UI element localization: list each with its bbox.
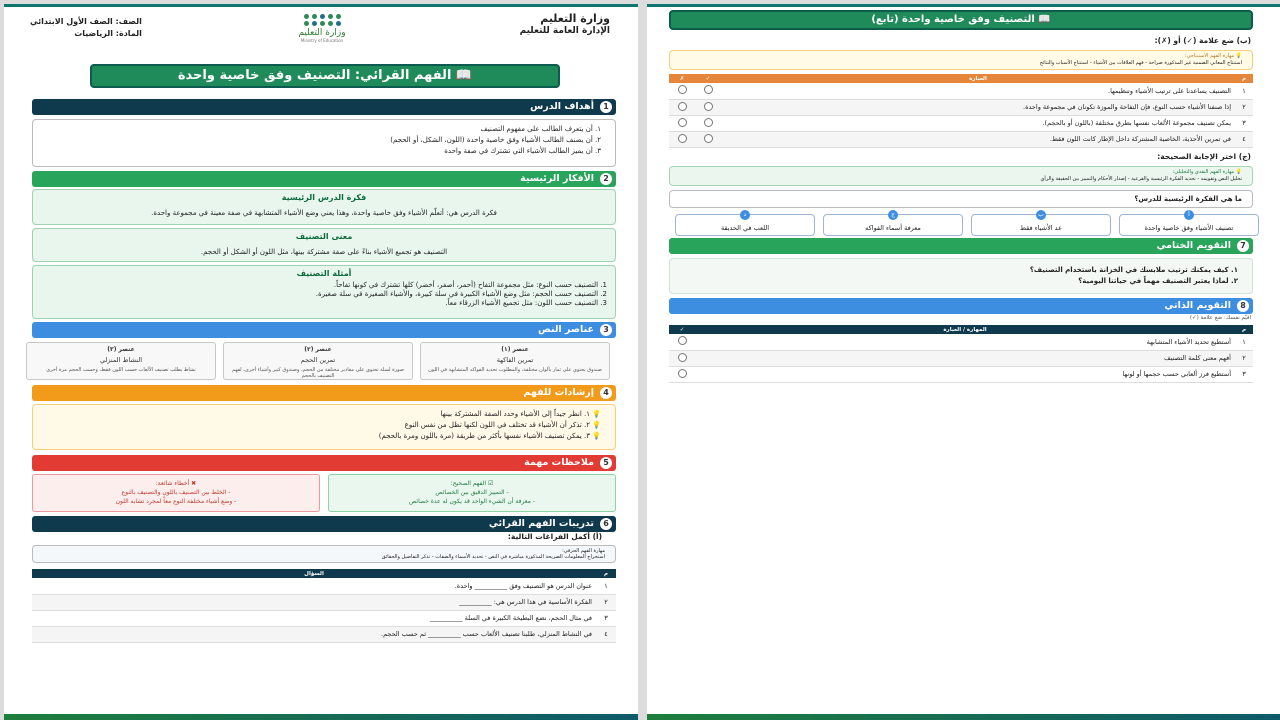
table-row xyxy=(669,366,1253,382)
false-radio[interactable] xyxy=(678,102,687,111)
part-b-heading: (ب) ضع علامة (✓) أو (✗): xyxy=(1154,36,1251,45)
logo-text: وزارة التعليم xyxy=(298,28,346,38)
top-stripe xyxy=(4,4,638,7)
check-cell xyxy=(669,366,695,382)
check-radio[interactable] xyxy=(678,336,687,345)
final-question: ٢. لماذا يعتبر التصنيف مهماً في حياتنا اليومية؟ xyxy=(1078,277,1238,285)
admin-name: الإدارة العامة للتعليم xyxy=(519,26,610,36)
true-radio[interactable] xyxy=(704,102,713,111)
true-radio[interactable] xyxy=(704,118,713,127)
section-text-elements xyxy=(32,322,616,338)
answer-cell xyxy=(695,131,721,147)
option-text: اللعب في الحديقة xyxy=(720,224,770,232)
answer-cell xyxy=(669,115,695,131)
final-question: ١. كيف يمكنك ترتيب ملابسك في الخزانة باستخدام التصنيف؟ xyxy=(1029,266,1238,274)
examples-card xyxy=(32,265,616,319)
answer-cell xyxy=(669,99,695,115)
main-idea-text: فكرة الدرس هي: أتعلّم الأشياء وفق خاصية واحدة، وهذا يعني وضع الأشياء المتشابهة في صفة معينة في مجموعة واحدة. xyxy=(151,209,497,217)
main-idea-card xyxy=(32,189,616,225)
section-number: 1 xyxy=(600,101,612,113)
row-number: ١ xyxy=(596,578,616,594)
objectives-box xyxy=(32,119,616,167)
section-objectives xyxy=(32,99,616,115)
mistake-item: - وضع أشياء مختلفة النوع معاً لمجرد تشابه اللون xyxy=(115,498,237,505)
option-letter: أ xyxy=(1184,210,1194,220)
ministry-logo xyxy=(282,12,362,54)
footer-stripe xyxy=(647,714,1280,720)
card-heading: عنصر (٢) xyxy=(304,346,332,353)
continued-title: 📖 التصنيف وفق خاصية واحدة (تابع) xyxy=(669,10,1253,30)
row-question: الفكرة الأساسية في هذا الدرس هي: __________ xyxy=(32,594,596,610)
mcq-question: ما هي الفكرة الرئيسية للدرس؟ xyxy=(669,190,1253,208)
col-number: م xyxy=(596,569,616,578)
option-text: تصنيف الأشياء وفق خاصية واحدة xyxy=(1144,224,1234,232)
col-number: م xyxy=(1235,74,1253,83)
row-number: ١ xyxy=(1235,83,1253,99)
col-number: م xyxy=(1235,325,1253,334)
answer-cell xyxy=(669,131,695,147)
table-row xyxy=(32,578,616,594)
false-radio[interactable] xyxy=(678,134,687,143)
objective-item: ١. أن يتعرف الطالب على مفهوم التصنيف xyxy=(480,125,601,133)
row-number: ٣ xyxy=(596,610,616,626)
fill-blanks-table xyxy=(32,569,616,643)
section-guidance xyxy=(32,385,616,401)
table-row xyxy=(669,83,1253,99)
table-row xyxy=(669,350,1253,366)
final-assessment-box xyxy=(669,258,1253,294)
skill-heading: 💡 مهارة الفهم الاستنتاجي: xyxy=(1184,53,1242,59)
row-number: ٤ xyxy=(1235,131,1253,147)
correct-item: - معرفة أن الشيء الواحد قد يكون له عدة خصائص xyxy=(409,498,535,505)
false-radio[interactable] xyxy=(678,118,687,127)
card-title: تمرين الحجم xyxy=(300,356,336,364)
literal-skill-box xyxy=(32,545,616,563)
mcq-option[interactable] xyxy=(675,211,815,236)
lesson-title: 📖 الفهم القرائي: التصنيف وفق خاصية واحدة xyxy=(90,64,560,88)
skill-heading: مهارة الفهم الحرفي: xyxy=(562,548,605,554)
check-radio[interactable] xyxy=(678,353,687,362)
section-notes xyxy=(32,455,616,471)
mcq-option[interactable] xyxy=(1119,211,1259,236)
examples-heading: أمثلة التصنيف xyxy=(296,269,352,278)
card-title: النشاط المنزلي xyxy=(99,356,143,364)
answer-cell xyxy=(695,83,721,99)
card-heading: عنصر (١) xyxy=(501,346,529,353)
skill-heading: 💡 مهارة الفهم النقدي والتحليلي: xyxy=(1172,169,1242,175)
check-radio[interactable] xyxy=(678,369,687,378)
option-letter: د xyxy=(740,210,750,220)
row-question: في مثال الحجم، نضع البطيخة الكبيرة في السلة __________ xyxy=(32,610,596,626)
section-number: 6 xyxy=(600,518,612,530)
row-number: ٢ xyxy=(1235,350,1253,366)
card-body: صندوق يحتوي على ثمار بألوان مختلفة، والمطلوب تحديد الفواكه المتشابهة في اللون xyxy=(428,367,602,373)
guidance-item: 💡 ١. انظر جيداً إلى الأشياء وحدد الصفة المشتركة بينها xyxy=(440,410,601,418)
answer-cell xyxy=(669,83,695,99)
table-row xyxy=(669,334,1253,350)
section-self-assessment xyxy=(669,298,1253,314)
worksheet-page-1 xyxy=(4,4,638,720)
correct-item: - التمييز الدقيق بين الخصائص xyxy=(435,489,509,496)
row-number: ٣ xyxy=(1235,366,1253,382)
objectives-list xyxy=(33,120,615,161)
card-body: نشاط يطلب تصنيف الألعاب حسب اللون فقط، وحسب الحجم مرة أخرى xyxy=(46,367,196,373)
row-number: ٢ xyxy=(596,594,616,610)
table-row xyxy=(32,610,616,626)
example-item: 1. التصنيف حسب النوع: مثل مجموعة التفاح (أحمر، أصفر، أخضر) كلها تشترك في كونها تفاحاً. xyxy=(333,281,607,289)
mcq-option[interactable] xyxy=(971,211,1111,236)
answer-cell xyxy=(695,99,721,115)
logo-dots-icon xyxy=(282,14,362,26)
element-card xyxy=(420,342,610,380)
row-question: في النشاط المنزلي، طلبنا تصنيف الألعاب حسب __________ ثم حسب الحجم. xyxy=(32,626,596,642)
option-letter: ب xyxy=(1036,210,1046,220)
page-header xyxy=(14,12,628,52)
objective-item: ٢. أن يصنف الطالب الأشياء وفق خاصية واحدة (اللون، الشكل، أو الحجم) xyxy=(390,136,601,144)
meaning-text: التصنيف هو تجميع الأشياء بناءً على صفة مشتركة بينها، مثل اللون أو الشكل أو الحجم. xyxy=(200,248,448,256)
true-false-table xyxy=(669,74,1253,148)
guidance-list xyxy=(33,405,615,446)
correct-list xyxy=(333,488,611,506)
skill-text: تحليل النص وتقويمه - تحديد الفكرة الرئيسية والفرعية - إصدار الأحكام والتمييز بين الحقيقة والرأي xyxy=(1040,176,1242,182)
section-number: 3 xyxy=(600,324,612,336)
section-number: 7 xyxy=(1237,240,1249,252)
meaning-card xyxy=(32,228,616,262)
subject-label: المادة: الرياضيات xyxy=(74,29,142,38)
col-skill: المهارة / العبارة xyxy=(695,325,1235,334)
col-true: ✓ xyxy=(695,74,721,83)
guidance-item: 💡 ٢. تذكر أن الأشياء قد تختلف في اللون لكنها تظل من نفس النوع xyxy=(404,421,601,429)
col-check: ✓ xyxy=(669,325,695,334)
section-label: تدريبات الفهم القرائي xyxy=(488,518,594,529)
row-statement: التصنيف يساعدنا على ترتيب الأشياء وتنظيمها. xyxy=(721,83,1235,99)
option-letter: ج xyxy=(888,210,898,220)
row-question: عنوان الدرس هو التصنيف وفق __________ واحدة. xyxy=(32,578,596,594)
mistake-item: - الخلط بين التصنيف باللون والتصنيف بالنوع xyxy=(121,489,231,496)
main-idea-heading: فكرة الدرس الرئيسية xyxy=(281,193,367,202)
check-cell xyxy=(669,334,695,350)
ministry-name: وزارة التعليم xyxy=(540,12,610,25)
table-row xyxy=(32,594,616,610)
answer-cell xyxy=(695,115,721,131)
check-cell xyxy=(669,350,695,366)
logo-subtext: Ministry of Education xyxy=(300,38,344,43)
element-card xyxy=(26,342,216,380)
true-radio[interactable] xyxy=(704,134,713,143)
col-question: السؤال xyxy=(32,569,596,578)
row-skill: أستطيع فرز ألعابي حسب حجمها أو لونها xyxy=(695,366,1235,382)
meaning-heading: معنى التصنيف xyxy=(295,232,353,241)
section-label: إرشادات للفهم xyxy=(523,387,594,398)
header-ministry xyxy=(520,12,610,38)
header-grade xyxy=(30,16,142,40)
row-number: ١ xyxy=(1235,334,1253,350)
section-label: الأفكار الرئيسية xyxy=(520,173,594,184)
skill-text: استنتاج المعاني الضمنية غير المذكورة صراحة - فهم العلاقات بين الأشياء - استنتاج الأسباب والنتائج xyxy=(1039,60,1242,66)
section-number: 8 xyxy=(1237,300,1249,312)
section-label: ملاحظات مهمة xyxy=(524,457,594,468)
element-card xyxy=(223,342,413,380)
correct-understanding-box xyxy=(328,474,616,512)
section-label: عناصر النص xyxy=(538,324,594,335)
inferential-skill-box xyxy=(669,50,1253,70)
row-skill: أستطيع تحديد الأشياء المتشابهة xyxy=(695,334,1235,350)
col-statement: العبارة xyxy=(721,74,1235,83)
row-number: ٤ xyxy=(596,626,616,642)
false-radio[interactable] xyxy=(678,85,687,94)
section-final-assessment xyxy=(669,238,1253,254)
row-skill: أفهم معنى كلمة التصنيف xyxy=(695,350,1235,366)
final-questions xyxy=(670,259,1252,291)
worksheet-page-2 xyxy=(647,4,1280,720)
guidance-box xyxy=(32,404,616,450)
table-row xyxy=(32,626,616,642)
common-mistakes-box xyxy=(32,474,320,512)
self-assessment-table xyxy=(669,325,1253,383)
guidance-item: 💡 ٣. يمكن تصنيف الأشياء نفسها بأكثر من طريقة (مرة باللون ومرة بالحجم) xyxy=(378,432,601,440)
footer-stripe xyxy=(4,714,638,720)
grade-label: الصف: الصف الأول الابتدائي xyxy=(30,17,142,26)
objective-item: ٣. أن يميز الطالب الأشياء التي تشترك في صفة واحدة xyxy=(444,147,601,155)
mistakes-list xyxy=(37,488,315,506)
card-body: صورة لسلة تحتوي على مقادير مختلفة من الحجم، وصندوق كبير وأشياء أخرى، لفهم التصنيف بالحجم xyxy=(232,367,404,379)
mistakes-heading: ✖ أخطاء شائعة: xyxy=(155,480,197,487)
table-row xyxy=(669,99,1253,115)
part-c-heading: (ج) اختر الإجابة الصحيحة: xyxy=(1157,152,1251,161)
section-number: 4 xyxy=(600,387,612,399)
row-statement: يمكن تصنيف مجموعة الألعاب نفسها بطرق مختلفة (باللون أو بالحجم). xyxy=(721,115,1235,131)
skill-text: استخراج المعلومات الصريحة المذكورة مباشرة في النص - تحديد الأسماء والصفات - تذكر التفاصيل والحقائق xyxy=(381,554,605,560)
row-statement: في تمرين الأحذية، الخاصية المشتركة داخل الإطار كانت اللون فقط. xyxy=(721,131,1235,147)
true-radio[interactable] xyxy=(704,85,713,94)
row-number: ٣ xyxy=(1235,115,1253,131)
correct-heading: ☑ الفهم الصحيح: xyxy=(450,480,494,487)
top-stripe xyxy=(647,4,1280,7)
table-row xyxy=(669,115,1253,131)
row-statement: إذا صنفنا الأشياء حسب النوع، فإن التفاحة والموزة تكونان في مجموعة واحدة. xyxy=(721,99,1235,115)
self-assessment-note: اقيّم نفسك: ضع علامة (✓) xyxy=(1189,315,1251,321)
option-text: معرفة أسماء الفواكه xyxy=(865,224,921,232)
critical-skill-box xyxy=(669,166,1253,186)
example-item: 3. التصنيف حسب اللون: مثل تجميع الأشياء الزرقاء معاً. xyxy=(445,299,607,307)
option-text: عد الأشياء فقط xyxy=(1020,224,1062,232)
mcq-option[interactable] xyxy=(823,211,963,236)
drill-part-a: (أ) أكمل الفراغات التالية: xyxy=(507,532,602,541)
col-false: ✗ xyxy=(669,74,695,83)
section-label: التقويم الختامي xyxy=(1156,240,1231,251)
section-number: 2 xyxy=(600,173,612,185)
example-item: 2. التصنيف حسب الحجم: مثل وضع الأشياء الكبيرة في سلة كبيرة، والأشياء الصغيرة في سلة صغيرة. xyxy=(315,290,607,298)
examples-list xyxy=(33,281,615,308)
section-main-ideas xyxy=(32,171,616,187)
card-title: تمرين الفاكهة xyxy=(496,356,534,364)
row-number: ٢ xyxy=(1235,99,1253,115)
section-label: أهداف الدرس xyxy=(530,101,594,112)
table-row xyxy=(669,131,1253,147)
section-drills xyxy=(32,516,616,532)
card-heading: عنصر (٣) xyxy=(107,346,135,353)
section-number: 5 xyxy=(600,457,612,469)
section-label: التقويم الذاتي xyxy=(1164,300,1231,311)
